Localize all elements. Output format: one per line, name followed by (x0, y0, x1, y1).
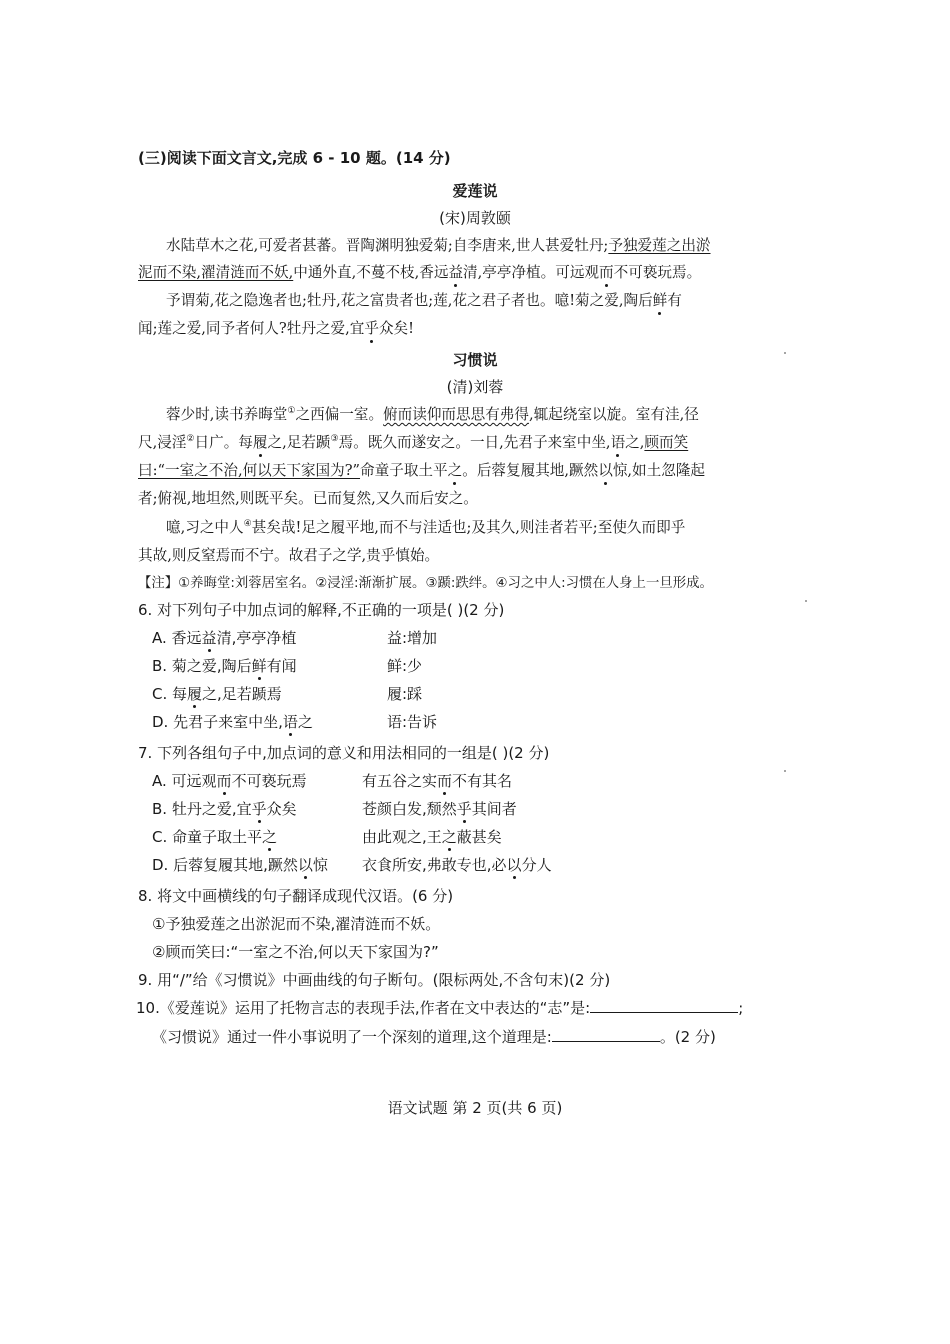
emphasis-dot-char: 履 (187, 685, 203, 703)
underlined-sentence-1b: 泥而不染,濯清涟而不妖, (138, 264, 294, 281)
option-text: 之,足若踬焉 (202, 685, 282, 703)
underlined-sentence-2b: 曰:“一室之不治,何以天下家国为?” (138, 462, 361, 479)
passage1-line3: 予谓菊,花之隐逸者也;牡丹,花之富贵者也;莲,花之君子者也。噫!菊之爱,陶后鲜有 (166, 292, 682, 309)
question-6-option-gloss: 益:增加 (387, 629, 438, 647)
emphasis-dot-char: 乎 (364, 320, 379, 337)
question-6-option-gloss: 履:踩 (387, 685, 423, 703)
question-10-line2: 《习惯说》通过一件小事说明了一个深刻的道理,这个道理是: 。(2 分) (152, 1028, 716, 1046)
question-6-option (152, 684, 282, 704)
question-7-option-left (152, 771, 307, 791)
question-6-option (152, 656, 297, 676)
page-footer: 语文试题 第 2 页(共 6 页) (387, 1099, 563, 1117)
option-text: 不有其名 (452, 772, 513, 790)
question-6-option (152, 712, 313, 732)
option-text: 惊 (312, 856, 328, 874)
passage1-line2: 泥而不染,濯清涟而不妖,中通外直,不蔓不枝,香远益清,亭亭净植。可远观而不可亵玩焉。 (138, 264, 702, 281)
passage2-title: 习惯说 (452, 351, 498, 369)
annotation-notes: 【注】①养晦堂:刘蓉居室名。②浸淫:渐渐扩展。③踬:跌绊。④习之中人:习惯在人身上一旦形成。 (138, 576, 713, 591)
scan-speck (784, 352, 786, 354)
question-7-option-left (152, 855, 328, 875)
emphasis-dot-char: 乎 (456, 800, 472, 818)
wavy-underlined-sentence: 俯而读仰而思思有弗得 (383, 406, 529, 423)
option-text: 苍颜白发,颓然 (362, 800, 457, 818)
option-text: C. 命童子取土平 (152, 828, 263, 846)
question-9-stem: 9. 用“/”给《习惯说》中画曲线的句子断句。(限标两处,不含句末)(2 分) (138, 971, 611, 989)
emphasis-dot-char: 以 (506, 856, 522, 874)
emphasis-dot-char: 语 (282, 713, 298, 731)
question-7-option-right (362, 827, 502, 847)
passage2-author: (清)刘蓉 (446, 378, 504, 396)
answer-blank-2[interactable] (552, 1027, 660, 1042)
emphasis-dot-char: 鲜 (652, 292, 668, 309)
question-8-stem: 8. 将文中画横线的句子翻译成现代汉语。(6 分) (138, 887, 454, 905)
emphasis-dot-char: 而 (437, 772, 453, 790)
question-7-option-right (362, 855, 552, 875)
passage1-line1: 水陆草木之花,可爱者甚蕃。晋陶渊明独爱菊;自李唐来,世人甚爱牡丹;予独爱莲之出淤 (166, 237, 711, 254)
emphasis-dot-char: 履 (252, 434, 268, 451)
option-text: 不可亵玩焉 (231, 772, 307, 790)
option-text: 其间者 (471, 800, 517, 818)
emphasis-dot-char: 以 (598, 462, 613, 479)
emphasis-dot-char: 鲜 (251, 657, 267, 675)
passage1-author: (宋)周敦颐 (439, 209, 511, 227)
passage2-line1: 蓉少时,读书养晦堂①之西偏一室。俯而读仰而思思有弗得,辄起绕室以旋。室有洼,径 (166, 406, 699, 423)
question-8-sentence-1: ①予独爱莲之出淤泥而不染,濯清涟而不妖。 (152, 915, 441, 933)
option-text: 有五谷之实 (362, 772, 438, 790)
question-6-option-gloss: 语:告诉 (387, 713, 438, 731)
passage2-line5: 噫,习之中人④甚矣哉!足之履平地,而不与洼适也;及其久,则洼者若平;至使久而即乎 (166, 519, 686, 536)
option-text: 蔽甚矣 (456, 828, 502, 846)
passage2-line4: 者;俯视,地坦然,则既平矣。已而复然,又久而后安之。 (138, 490, 478, 507)
option-text: A. 香远 (152, 629, 202, 647)
underlined-sentence-2a: 顾而笑 (644, 434, 689, 451)
emphasis-dot-char: 之 (441, 828, 457, 846)
emphasis-dot-char: 语 (610, 434, 626, 451)
option-text: C. 每 (152, 685, 188, 703)
option-text: 由此观之,王 (362, 828, 442, 846)
question-7-stem: 7. 下列各组句子中,加点词的意义和用法相同的一组是( )(2 分) (138, 744, 550, 762)
question-7-option-left (152, 827, 277, 847)
option-text: 衣食所安,弗敢专也,必 (362, 856, 507, 874)
option-text: D. 后蓉复履其地,蹶然 (152, 856, 298, 874)
option-text: A. 可远观 (152, 772, 217, 790)
emphasis-dot-char: 之 (447, 462, 463, 479)
emphasis-dot-char: 益 (201, 629, 217, 647)
emphasis-dot-char: 而 (599, 264, 614, 281)
option-text: 众矣 (266, 800, 297, 818)
passage1-title: 爱莲说 (452, 182, 498, 200)
option-text: B. 牡丹之爱,宜 (152, 800, 252, 818)
scan-speck (805, 600, 807, 602)
option-text: B. 菊之爱,陶后 (152, 657, 252, 675)
question-6-stem: 6. 对下列句子中加点词的解释,不正确的一项是( )(2 分) (138, 601, 505, 619)
option-text: D. 先君子来室中坐, (152, 713, 283, 731)
emphasis-dot-char: 益 (448, 264, 464, 281)
scan-speck (784, 770, 786, 772)
question-7-option-right (362, 799, 517, 819)
emphasis-dot-char: 而 (216, 772, 232, 790)
emphasis-dot-char: 之 (262, 828, 278, 846)
answer-blank-1[interactable] (590, 998, 738, 1013)
option-text: 之 (297, 713, 313, 731)
passage1-line4: 闻;莲之爱,同予者何人?牡丹之爱,宜乎众矣! (138, 320, 415, 337)
question-7-option-right (362, 771, 512, 791)
section-heading: (三)阅读下面文言文,完成 6 - 10 题。(14 分) (138, 149, 451, 167)
question-6-option (152, 628, 296, 648)
passage2-line6: 其故,则反窒焉而不宁。故君子之学,贵乎慎始。 (138, 547, 440, 564)
question-8-sentence-2: ②顾而笑曰:“一室之不治,何以天下家国为?” (152, 943, 439, 961)
passage2-line2: 尺,浸淫②日广。每履之,足若踬③焉。既久而遂安之。一日,先君子来室中坐,语之,顾而笑 (138, 434, 689, 451)
passage2-line3: 曰:“一室之不治,何以天下家国为?”命童子取土平之。后蓉复履其地,蹶然以惊,如土忽隆起 (138, 462, 706, 479)
underlined-sentence-1a: 予独爱莲之出淤 (608, 237, 711, 254)
option-text: 分人 (521, 856, 552, 874)
emphasis-dot-char: 以 (297, 856, 313, 874)
question-7-option-left (152, 799, 297, 819)
option-text: 有闻 (266, 657, 297, 675)
option-text: 清,亭亭净植 (216, 629, 297, 647)
question-6-option-gloss: 鲜:少 (387, 657, 423, 675)
question-10-line1: 10.《爱莲说》运用了托物言志的表现手法,作者在文中表达的“志”是: ; (136, 999, 744, 1017)
emphasis-dot-char: 乎 (251, 800, 267, 818)
